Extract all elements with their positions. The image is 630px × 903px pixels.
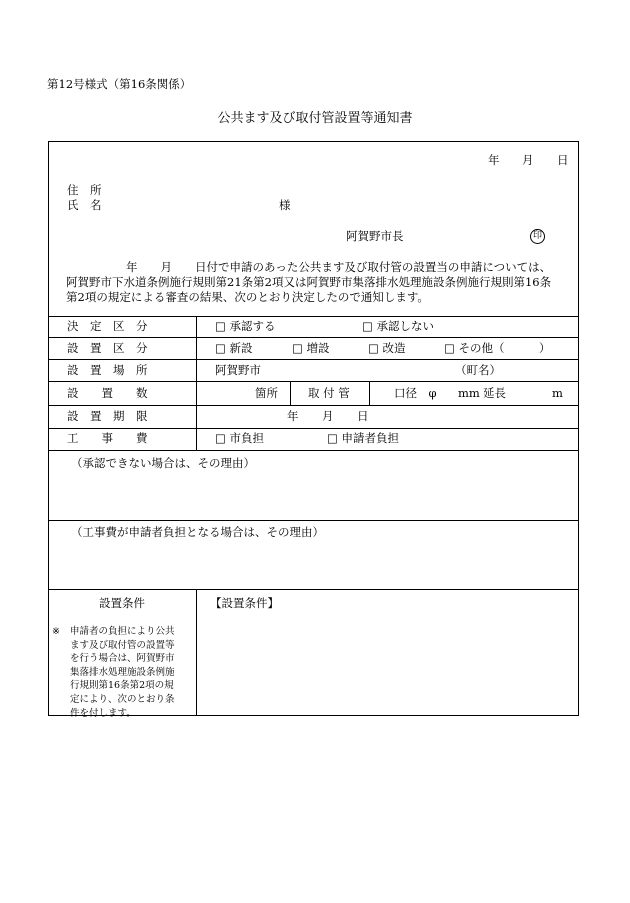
diameter-unit: mm — [458, 386, 480, 400]
row-divider — [48, 428, 579, 429]
length-unit: m — [552, 386, 563, 400]
name-label: 氏 名 — [67, 198, 102, 212]
notice-body — [66, 260, 566, 305]
seal-mark: 印 — [530, 229, 545, 244]
pipe-length: 延長 — [483, 386, 506, 400]
period-month: 月 — [322, 409, 334, 423]
date-month: 月 — [522, 153, 534, 167]
expansion-checkbox[interactable]: □ 増設 — [292, 341, 330, 355]
other-checkbox[interactable]: □ その他（ ） — [444, 341, 551, 355]
note-line: 集落排水処理施設条例施 — [70, 666, 175, 678]
install-type-label: 設 置 区 分 — [67, 341, 148, 355]
location-town: （町名） — [455, 363, 501, 377]
note-line: ます及び取付管の設置等 — [70, 639, 175, 651]
conditions-header: 【設置条件】 — [210, 596, 279, 610]
note-mark: ※ — [52, 626, 60, 637]
form-number: 第12号様式（第16条関係） — [47, 77, 192, 91]
honorific: 様 — [279, 198, 291, 212]
note-line: を行う場合は、阿賀野市 — [70, 653, 175, 665]
count-cell-divider — [369, 381, 370, 405]
location-label: 設 置 場 所 — [67, 363, 148, 377]
row-divider — [48, 359, 579, 360]
row-divider — [48, 405, 579, 406]
date-year: 年 — [488, 153, 500, 167]
pipe-diameter: 口径 φ — [394, 386, 437, 400]
conditions-label: 設置条件 — [99, 596, 145, 610]
row-divider — [48, 520, 579, 521]
approve-checkbox[interactable]: □ 承認する — [215, 319, 276, 333]
applicant-cost-checkbox[interactable]: □ 申請者負担 — [327, 431, 400, 445]
period-year: 年 — [287, 409, 299, 423]
period-day: 日 — [357, 409, 369, 423]
label-column-divider — [196, 316, 197, 450]
cost-label: 工 事 費 — [67, 431, 148, 445]
pipe-label: 取 付 管 — [308, 386, 350, 400]
notice-line: 第2項の規定による審査の結果、次のとおり決定したので通知します。 — [66, 290, 429, 304]
location-city: 阿賀野市 — [215, 363, 261, 377]
note-line: 行規則第16条第2項の規 — [70, 680, 174, 692]
note-line: 定により、次のとおり条 — [70, 693, 175, 705]
row-divider — [48, 589, 579, 590]
count-cell-divider — [290, 381, 291, 405]
new-install-checkbox[interactable]: □ 新設 — [215, 341, 253, 355]
note-line: 件を付します。 — [70, 707, 136, 719]
decision-label: 決 定 区 分 — [67, 319, 148, 333]
row-divider — [48, 450, 579, 451]
issuer-name: 阿賀野市長 — [346, 229, 404, 243]
address-label: 住 所 — [67, 183, 102, 197]
period-label: 設 置 期 限 — [67, 409, 148, 423]
modification-checkbox[interactable]: □ 改造 — [368, 341, 406, 355]
date-day: 日 — [557, 153, 569, 167]
notice-line: 阿賀野市下水道条例施行規則第21条第2項又は阿賀野市集落排水処理施設条例施行規則第16条 — [66, 275, 552, 289]
reason-applicant-cost: （工事費が申請者負担となる場合は、その理由） — [71, 525, 324, 539]
city-cost-checkbox[interactable]: □ 市負担 — [215, 431, 265, 445]
count-label: 設 置 数 — [67, 386, 148, 400]
reason-not-approved: （承認できない場合は、その理由） — [71, 456, 255, 470]
row-divider — [48, 381, 579, 382]
row-divider — [48, 316, 579, 317]
label-column-divider — [196, 589, 197, 716]
note-line: 申請者の負担により公共 — [70, 626, 175, 637]
document-title: 公共ます及び取付管設置等通知書 — [217, 111, 413, 126]
notice-line: 年 月 日付で申請のあった公共ます及び取付管の設置当の申請については、 — [126, 260, 552, 274]
count-unit: 箇所 — [255, 386, 278, 400]
row-divider — [48, 337, 579, 338]
reject-checkbox[interactable]: □ 承認しない — [362, 319, 435, 333]
